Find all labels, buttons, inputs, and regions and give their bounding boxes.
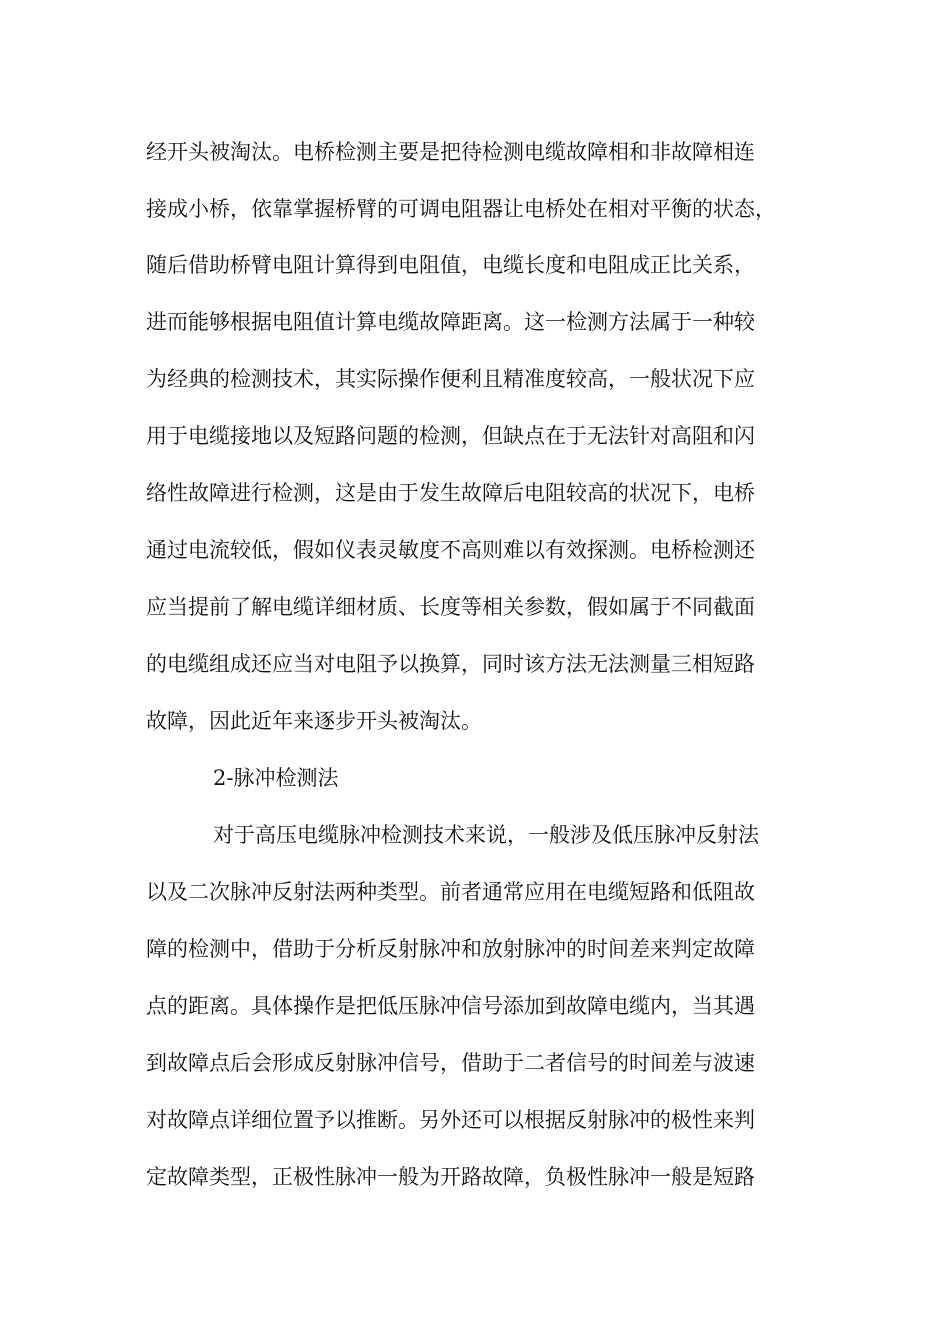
text-line: 以及二次脉冲反射法两种类型。前者通常应用在电缆短路和低阻故 [146, 880, 755, 904]
text-line: 络性故障进行检测，这是由于发生故障后电阻较高的状况下，电桥 [146, 481, 755, 505]
text-line: 进而能够根据电阻值计算电缆故障距离。这一检测方法属于一种较 [146, 310, 755, 334]
text-line: 故障，因此近年来逐步开头被淘汰。 [146, 709, 482, 733]
text-line: 接成小桥，依靠掌握桥臂的可调电阻器让电桥处在相对平衡的状态， [146, 197, 776, 221]
text-line: 对故障点详细位置予以推断。另外还可以根据反射脉冲的极性来判 [146, 1108, 755, 1132]
text-line: 的电缆组成还应当对电阻予以换算，同时该方法无法测量三相短路 [146, 652, 755, 676]
text-line: 到故障点后会形成反射脉冲信号，借助于二者信号的时间差与波速 [146, 1051, 755, 1075]
text-line: 用于电缆接地以及短路问题的检测，但缺点在于无法针对高阻和闪 [146, 424, 755, 448]
text-line: 经开头被淘汰。电桥检测主要是把待检测电缆故障相和非故障相连 [146, 140, 755, 164]
text-line: 应当提前了解电缆详细材质、长度等相关参数，假如属于不同截面 [146, 595, 755, 619]
text-line: 随后借助桥臂电阻计算得到电阻值，电缆长度和电阻成正比关系， [146, 253, 755, 277]
section-heading: 2-脉冲检测法 [213, 766, 339, 790]
text-line: 通过电流较低，假如仪表灵敏度不高则难以有效探测。电桥检测还 [146, 538, 755, 562]
text-line: 为经典的检测技术，其实际操作便利且精准度较高，一般状况下应 [146, 367, 755, 391]
text-line: 障的检测中，借助于分析反射脉冲和放射脉冲的时间差来判定故障 [146, 937, 755, 961]
text-line: 点的距离。具体操作是把低压脉冲信号添加到故障电缆内，当其遇 [146, 994, 755, 1018]
text-line: 对于高压电缆脉冲检测技术来说，一般涉及低压脉冲反射法 [213, 823, 759, 847]
text-line: 定故障类型，正极性脉冲一般为开路故障，负极性脉冲一般是短路 [146, 1165, 755, 1189]
